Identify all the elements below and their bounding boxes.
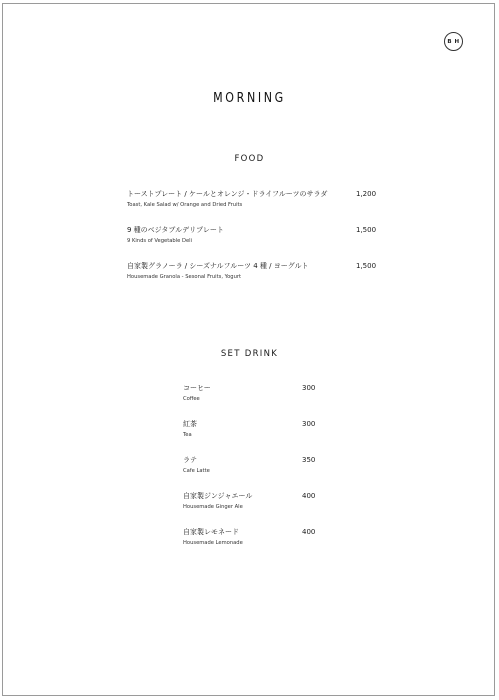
drink-item-price: 300 — [302, 384, 316, 392]
drink-item-name: ラテ — [183, 456, 197, 464]
food-item-name: 自家製グラノーラ / シーズナルフルーツ 4 種 / ヨーグルト — [127, 262, 309, 270]
drink-item-price: 400 — [302, 492, 316, 500]
food-item-description: 9 Kinds of Vegetable Deli — [127, 238, 193, 244]
drink-item-price: 400 — [302, 528, 316, 536]
food-item-price: 1,500 — [356, 226, 377, 234]
set-drink-heading: SET DRINK — [220, 349, 279, 359]
food-item-description: Housemade Granola - Sesonal Fruits, Yogurt — [127, 274, 242, 280]
drink-item-latte — [183, 456, 210, 475]
drink-item-name: コーヒー — [183, 384, 211, 392]
drink-item-description: Tea — [183, 432, 192, 438]
drink-item-ginger-ale — [183, 492, 252, 511]
drink-item-description: Housemade Lemonade — [183, 540, 243, 546]
drink-item-tea — [183, 420, 197, 439]
food-item-name: 9 種のベジタブルデリプレート — [127, 226, 224, 234]
drink-item-lemonade — [183, 528, 243, 547]
food-heading: FOOD — [234, 154, 265, 164]
drink-item-description: Cafe Latte — [183, 468, 210, 474]
drink-item-price: 300 — [302, 420, 316, 428]
drink-item-description: Coffee — [183, 396, 200, 402]
drink-item-coffee — [183, 384, 211, 403]
food-item-granola — [127, 262, 309, 281]
drink-item-name: 自家製レモネード — [183, 528, 239, 536]
food-item-toast — [127, 190, 327, 209]
brand-logo: B H — [444, 32, 463, 51]
drink-item-name: 自家製ジンジャエール — [183, 492, 253, 500]
page-title: MORNING — [213, 90, 286, 106]
food-item-name: トーストプレート / ケールとオレンジ・ドライフルーツのサラダ — [127, 190, 328, 198]
food-item-vegetable-deli — [127, 226, 224, 245]
drink-item-price: 350 — [302, 456, 316, 464]
drink-item-name: 紅茶 — [183, 420, 197, 428]
drink-item-description: Housemade Ginger Ale — [183, 504, 243, 510]
food-item-price: 1,500 — [356, 262, 377, 270]
food-item-price: 1,200 — [356, 190, 377, 198]
food-item-description: Toast, Kale Salad w/ Orange and Dried Fruits — [127, 202, 243, 208]
